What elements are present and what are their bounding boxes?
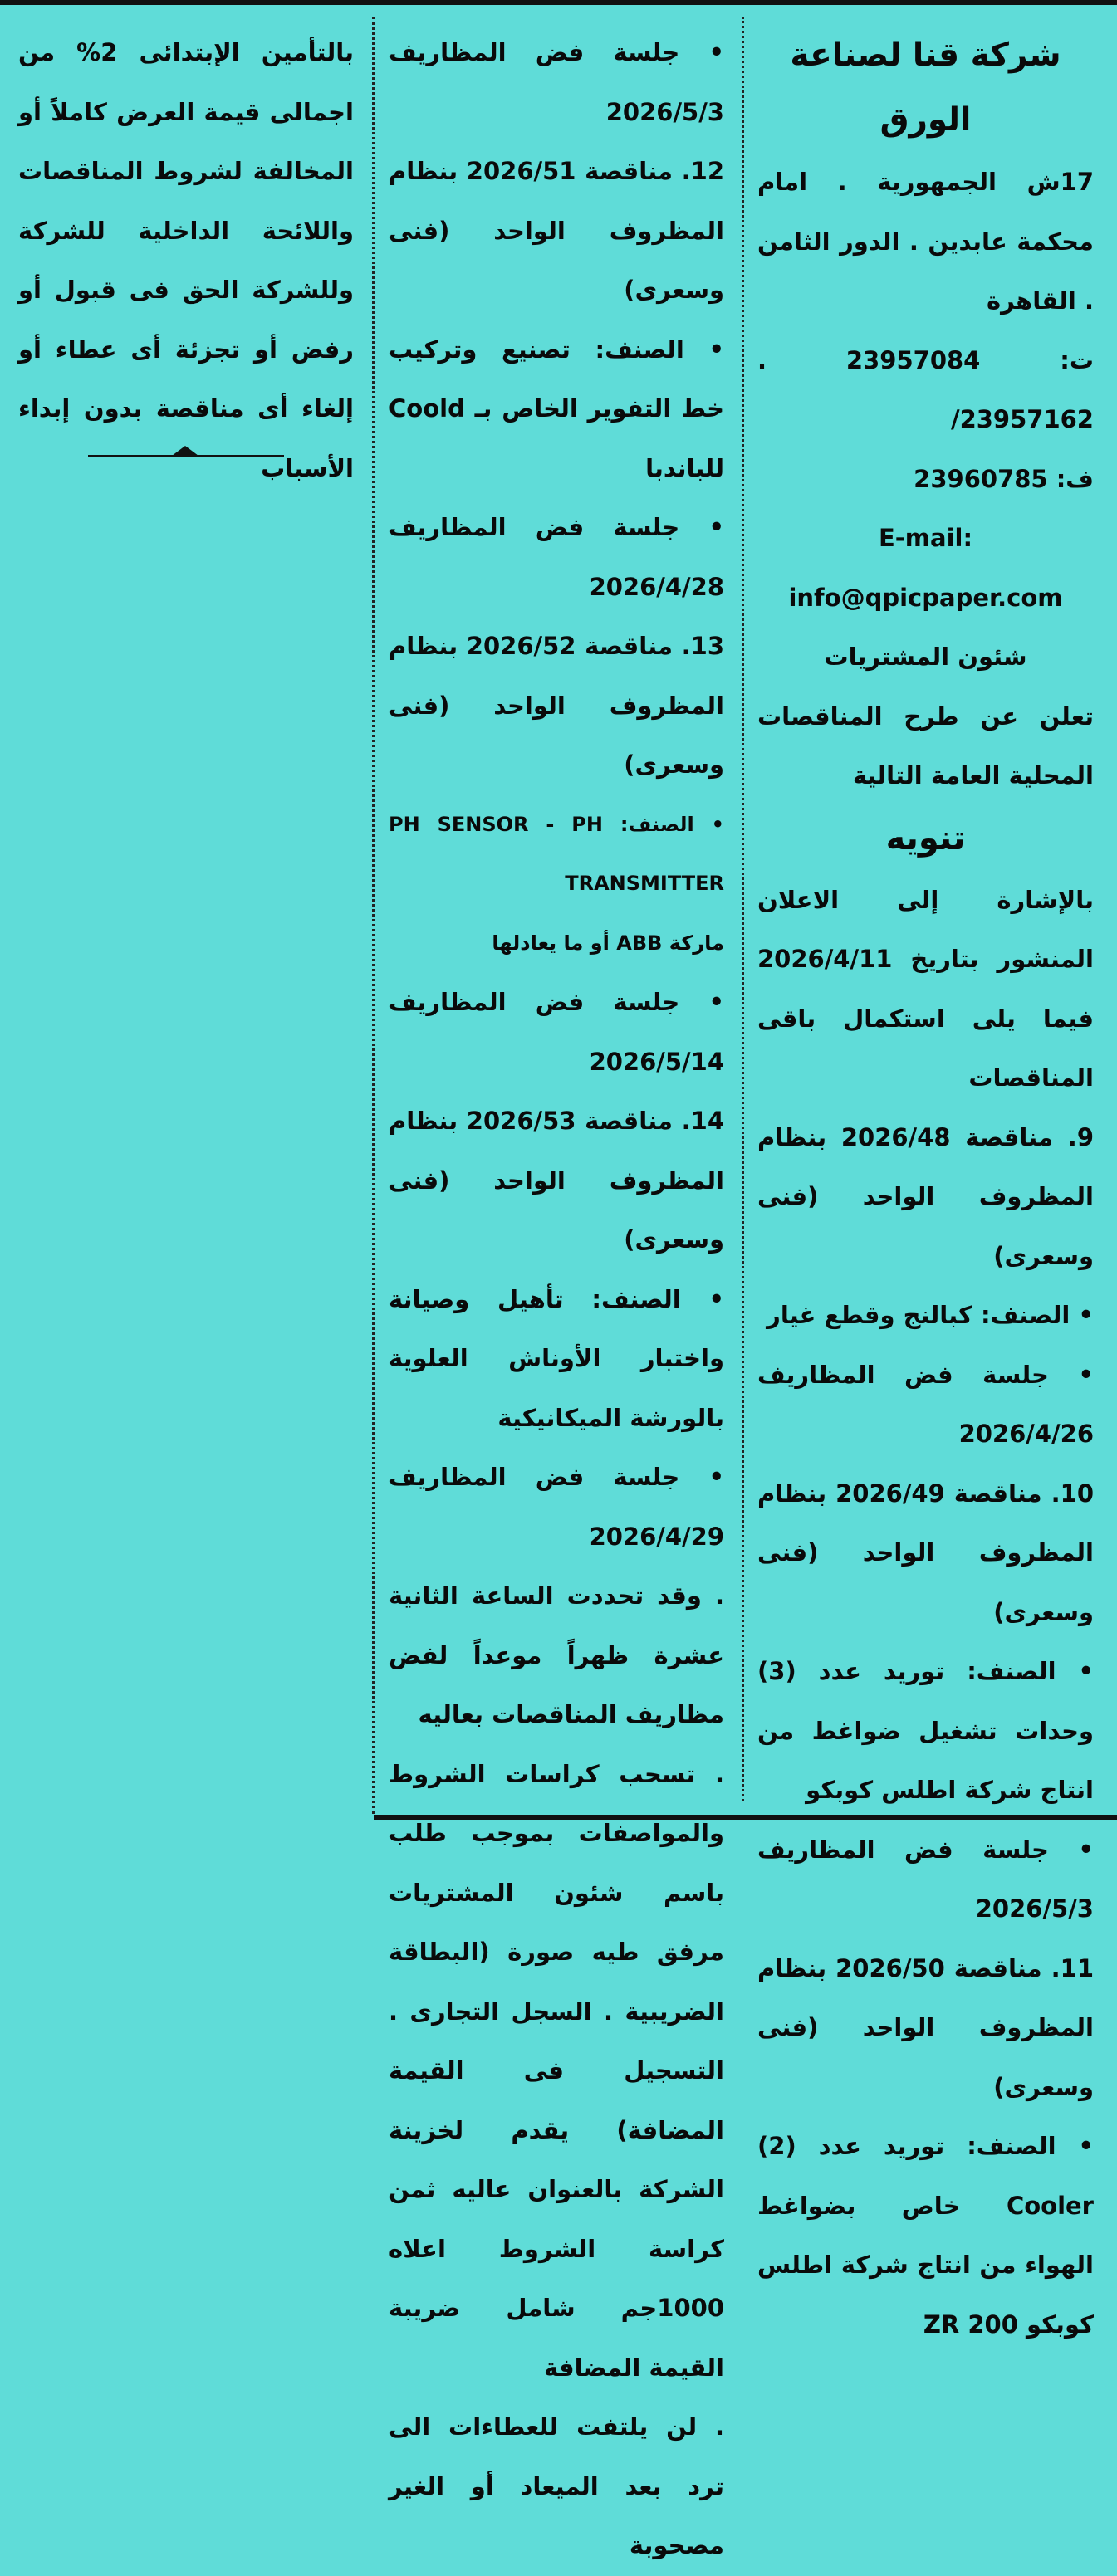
- tender-11-item-model: ZR 200: [923, 2310, 1018, 2339]
- department-name: شئون المشتريات: [824, 643, 1027, 671]
- ornament-triangle: [172, 446, 198, 456]
- terms-opening-time: . وقد تحددت الساعة الثانية عشرة ظهراً موعداً لفض مظاريف المناقصات بعاليه: [389, 1581, 724, 1728]
- tender-10-item: • الصنف: توريد عدد (3) وحدات تشغيل ضواغط من انتاج شركة اطلس كوبكو: [757, 1657, 1094, 1804]
- tender-13-session: • جلسة فض المظاريف 2026/5/14: [389, 988, 724, 1076]
- terms-late-bids: . لن يلتفت للعطاءات الى ترد بعد الميعاد أو الغير مصحوبة: [389, 2412, 724, 2559]
- tender-12-item: [389, 320, 724, 499]
- terms-booklets: . تسحب كراسات الشروط والمواصفات بموجب طلب باسم شئون المشتريات مرفق طيه صورة (البطاقة الضريبية . السجل التجارى . التسجيل فى القيمة المضافة) يقدم لخزينة الشركة بالعنوان عاليه ثمن كراسة الشروط اعلاه 1000جم شامل ضريبة القيمة المضافة: [389, 1759, 724, 2382]
- tender-11-item-prefix: • الصنف: توريد عدد (2): [757, 2132, 1094, 2160]
- company-fax: ف: 23960785: [914, 464, 1094, 493]
- column-divider-left: [372, 17, 375, 1814]
- tender-11-item-rest: خاص بضواغط الهواء من انتاج شركة اطلس كوبكو: [757, 2191, 1094, 2339]
- right-column: [757, 23, 1094, 2354]
- tender-14-title: 14. مناقصة 2026/53 بنظام المظروف الواحد (فنى وسعرى): [389, 1107, 725, 1254]
- tender-13-brand: ماركة ABB أو ما يعادلها: [492, 931, 724, 955]
- end-of-ad-ornament: [88, 455, 284, 457]
- tender-13-title: 13. مناقصة 2026/52 بنظام المظروف الواحد (فنى وسعرى): [389, 632, 725, 779]
- tender-11-item-word: Cooler: [1006, 2191, 1094, 2220]
- tender-12-item-prefix: • الصنف: تصنيع وتركيب خط التفوير الخاص بـ: [389, 335, 724, 423]
- company-name: شركة قنا لصناعة الورق: [790, 37, 1061, 139]
- tender-11-session: • جلسة فض المظاريف 2026/5/3: [389, 38, 724, 126]
- terms-continuation: بالتأمين الإبتدائى 2% من اجمالى قيمة العرض كاملاً أو المخالفة لشروط المناقصات واللائحة الداخلية للشركة وللشركة الحق فى قبول أو رفض أو تجزئة أى عطاء أو إلغاء أى مناقصة بدون إبداء الأسباب: [18, 38, 354, 482]
- tender-11-item: [757, 2117, 1094, 2354]
- notice-body: بالإشارة إلى الاعلان المنشور بتاريخ 2026/4/11 فيما يلى استكمال باقى المناقصات: [757, 885, 1094, 1092]
- tender-13-item-label: • الصنف:: [620, 812, 725, 836]
- company-email: E-mail: info@qpicpaper.com: [788, 524, 1063, 612]
- top-rule: [0, 0, 1117, 5]
- tender-12-session: • جلسة فض المظاريف 2026/4/28: [389, 513, 724, 601]
- tender-12-title: 12. مناقصة 2026/51 بنظام المظروف الواحد (فنى وسعرى): [389, 157, 725, 304]
- tender-10-title: 10. مناقصة 2026/49 بنظام المظروف الواحد (فنى وسعرى): [757, 1479, 1095, 1626]
- tender-13-item-value: PH SENSOR - PH TRANSMITTER: [389, 812, 724, 895]
- tender-12-item-word: Coold: [389, 394, 465, 423]
- notice-heading: تنويه: [885, 819, 966, 858]
- tender-9-session: • جلسة فض المظاريف 2026/4/26: [757, 1360, 1094, 1448]
- company-phone: ت: 23957084 . 23957162/: [757, 345, 1094, 433]
- middle-column: [389, 23, 724, 2576]
- tender-11-title: 11. مناقصة 2026/50 بنظام المظروف الواحد (فنى وسعرى): [757, 1953, 1095, 2101]
- tender-14-item: • الصنف: تأهيل وصيانة واختبار الأوناش العلوية بالورشة الميكانيكية: [389, 1284, 724, 1432]
- column-divider-right: [742, 17, 744, 1801]
- tender-9-title: 9. مناقصة 2026/48 بنظام المظروف الواحد (فنى وسعرى): [757, 1122, 1094, 1270]
- tender-9-item: • الصنف: كبالنج وقطع غيار: [767, 1301, 1094, 1329]
- left-column: [18, 23, 354, 498]
- tender-12-item-suffix: للباندبا: [645, 453, 724, 482]
- tender-14-session: • جلسة فض المظاريف 2026/4/29: [389, 1463, 724, 1551]
- announcement-text: تعلن عن طرح المناقصات المحلية العامة التالية: [757, 701, 1094, 789]
- tender-10-session: • جلسة فض المظاريف 2026/5/3: [757, 1835, 1094, 1923]
- tender-13-item: [389, 795, 724, 914]
- company-address: 17ش الجمهورية . امام محكمة عابدين . الدور الثامن . القاهرة: [757, 168, 1094, 315]
